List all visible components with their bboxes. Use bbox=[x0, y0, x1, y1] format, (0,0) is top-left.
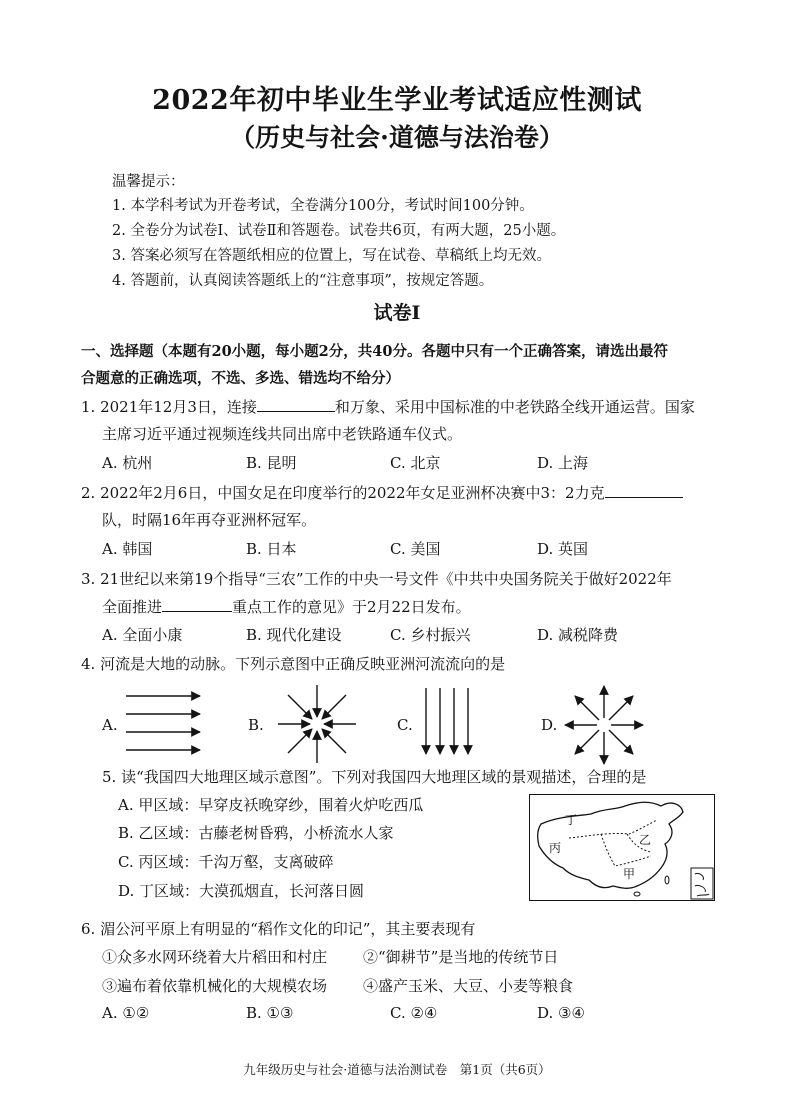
tip-item-2: 2. 全卷分为试卷Ⅰ、试卷Ⅱ和答题卷。试卷共6页，有两大题，25小题。 bbox=[112, 223, 566, 239]
q3-option-b: B. 现代化建设 bbox=[246, 626, 342, 644]
q3-option-d: D. 减税降费 bbox=[537, 626, 619, 644]
tip-item-1: 1. 本学科考试为开卷考试，全卷满分100分，考试时间100分钟。 bbox=[112, 198, 534, 214]
q4-figure-d-radiating-arrows-icon bbox=[563, 684, 645, 766]
q2-option-c: C. 美国 bbox=[390, 540, 441, 558]
exam-title: 2022年初中毕业生学业考试适应性测试 bbox=[152, 85, 642, 116]
q4-figure-c-downward-arrows-icon bbox=[418, 686, 478, 758]
q5-option-d: D. 丁区域：大漠孤烟直，长河落日圆 bbox=[118, 882, 365, 900]
q3-option-a: A. 全面小康 bbox=[102, 626, 183, 644]
q5-option-b: B. 乙区域：古藤老树昏鸦，小桥流水人家 bbox=[118, 824, 394, 842]
question-1-text-b: 和万象、采用中国标准的中老铁路全线开通运营。国家 bbox=[334, 398, 695, 416]
question-1-text-a: 1. 2021年12月3日，连接 bbox=[81, 398, 257, 416]
q1-option-c: C. 北京 bbox=[390, 454, 441, 472]
q6-option-a: A. ①② bbox=[102, 1004, 150, 1022]
part-heading-line1: 一、选择题（本题有20小题，每小题2分，共40分。各题中只有一个正确答案，请选出最符 bbox=[81, 343, 668, 360]
question-2-line2: 队，时隔16年再夺亚洲杯冠军。 bbox=[102, 511, 317, 529]
map-label-ding: 丁 bbox=[565, 813, 578, 827]
china-regions-map bbox=[529, 794, 715, 901]
q2-option-d: D. 英国 bbox=[537, 540, 589, 558]
map-label-bing: 丙 bbox=[549, 841, 562, 855]
section-title: 试卷Ⅰ bbox=[373, 302, 421, 324]
answer-blank bbox=[257, 396, 335, 412]
q5-option-a: A. 甲区域：早穿皮袄晚穿纱，围着火炉吃西瓜 bbox=[118, 796, 424, 814]
question-2-line1 bbox=[81, 482, 683, 503]
tip-item-4: 4. 答题前，认真阅读答题纸上的“注意事项”，按规定答题。 bbox=[112, 273, 494, 289]
q4-option-b: B. bbox=[248, 716, 264, 734]
question-3-line2 bbox=[102, 596, 471, 617]
answer-blank bbox=[605, 482, 683, 498]
q5-option-c: C. 丙区域：千沟万壑，支离破碎 bbox=[118, 853, 334, 871]
tip-item-3: 3. 答案必须写在答题纸相应的位置上，写在试卷、草稿纸上均无效。 bbox=[112, 248, 551, 264]
q6-statement-3: ③遍布着依靠机械化的大规模农场 bbox=[102, 977, 328, 995]
q2-option-b: B. 日本 bbox=[246, 540, 297, 558]
tips-label: 温馨提示： bbox=[112, 174, 185, 190]
q1-option-d: D. 上海 bbox=[537, 454, 589, 472]
q4-option-c: C. bbox=[397, 716, 413, 734]
question-3-text-b: 重点工作的意见》于2月22日发布。 bbox=[232, 598, 471, 616]
q6-statement-2: ②“御耕节”是当地的传统节日 bbox=[363, 948, 559, 966]
question-1-line1 bbox=[81, 396, 695, 417]
question-1-line2: 主席习近平通过视频连线共同出席中老铁路通车仪式。 bbox=[102, 425, 463, 443]
q6-option-c: C. ②④ bbox=[390, 1004, 438, 1022]
part-heading-line2: 合题意的正确选项，不选、多选、错选均不给分） bbox=[81, 370, 400, 387]
question-5-stem: 5. 读“我国四大地理区域示意图”。下列对我国四大地理区域的景观描述，合理的是 bbox=[102, 768, 647, 786]
question-3-line1: 3. 21世纪以来第19个指导“三农”工作的中央一号文件《中共中央国务院关于做好2022年 bbox=[81, 570, 672, 588]
exam-subtitle: （历史与社会·道德与法治卷） bbox=[230, 123, 564, 152]
question-6-stem: 6. 湄公河平原上有明显的“稻作文化的印记”，其主要表现有 bbox=[81, 920, 476, 938]
question-3-text-a: 全面推进 bbox=[102, 598, 163, 616]
q4-figure-a-parallel-arrows-icon bbox=[122, 688, 206, 760]
q4-figure-b-converging-arrows-icon bbox=[276, 683, 358, 765]
q4-option-a: A. bbox=[102, 716, 118, 734]
question-2-text-a: 2. 2022年2月6日，中国女足在印度举行的2022年女足亚洲杯决赛中3：2力克 bbox=[81, 484, 605, 502]
q6-statement-1: ①众多水网环绕着大片稻田和村庄 bbox=[102, 948, 328, 966]
q4-option-d: D. bbox=[541, 716, 558, 734]
map-label-jia: 甲 bbox=[623, 867, 636, 881]
page-footer: 九年级历史与社会·道德与法治测试卷 第1页（共6页） bbox=[243, 1062, 551, 1077]
map-label-yi: 乙 bbox=[639, 833, 652, 847]
q6-option-b: B. ①③ bbox=[246, 1004, 294, 1022]
q3-option-c: C. 乡村振兴 bbox=[390, 626, 471, 644]
q1-option-b: B. 昆明 bbox=[246, 454, 297, 472]
q1-option-a: A. 杭州 bbox=[102, 454, 153, 472]
q6-option-d: D. ③④ bbox=[537, 1004, 585, 1022]
question-4-stem: 4. 河流是大地的动脉。下列示意图中正确反映亚洲河流流向的是 bbox=[81, 655, 506, 673]
q6-statement-4: ④盛产玉米、大豆、小麦等粮食 bbox=[363, 977, 574, 995]
answer-blank bbox=[162, 596, 232, 612]
q2-option-a: A. 韩国 bbox=[102, 540, 153, 558]
